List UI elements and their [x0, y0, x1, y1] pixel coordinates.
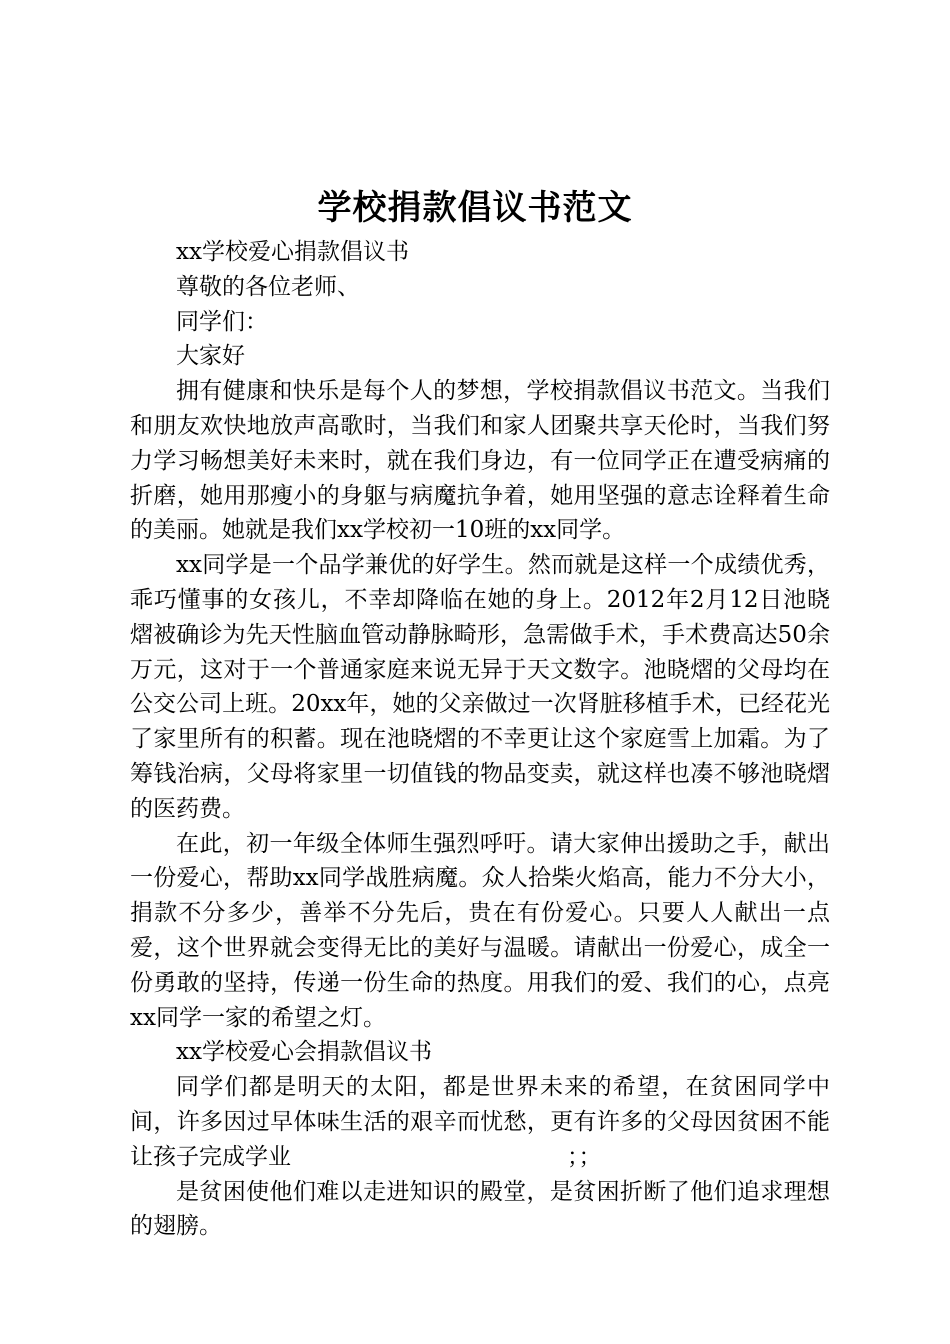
paragraph-greeting: 大家好: [176, 343, 245, 370]
document-body: [130, 235, 830, 1244]
paragraph-salutation-2: 同学们：: [176, 308, 268, 335]
paragraph-body-5: 是贫困使他们难以走进知识的殿堂，是贫困折断了他们追求理想的翅膀。: [130, 1178, 830, 1240]
paragraph-body-1: 拥有健康和快乐是每个人的梦想，学校捐款倡议书范文。当我们和朋友欢快地放声高歌时，当我们和家人团聚共享天伦时，当我们努力学习畅想美好未来时，就在我们身边，有一位同学正在遭受病痛的折磨，她用那瘦小的身躯与病魔抗争着，她用坚强的意志诠释着生命的美丽。她就是我们xx学校初一10班的xx同学。: [130, 378, 830, 544]
paragraph-body-3: 在此，初一年级全体师生强烈呼吁。请大家伸出援助之手，献出一份爱心，帮助xx同学战胜病魔。众人拾柴火焰高，能力不分大小，捐款不分多少，善举不分先后，贵在有份爱心。只要人人献出一点爱，这个世界就会变得无比的美好与温暖。请献出一份爱心，成全一份勇敢的坚持，传递一份生命的热度。用我们的爱、我们的心，点亮xx同学一家的希望之灯。: [130, 830, 830, 1031]
paragraph-salutation-1: 尊敬的各位老师、: [176, 273, 360, 300]
paragraph-body-2: xx同学是一个品学兼优的好学生。然而就是这样一个成绩优秀，乖巧懂事的女孩儿，不幸却降临在她的身上。2012年2月12日池晓熠被确诊为先天性脑血管动静脉畸形，急需做手术，手术费高达50余万元，这对于一个普通家庭来说无异于天文数字。池晓熠的父母均在公交公司上班。20xx年，她的父亲做过一次肾脏移植手术，已经花光了家里所有的积蓄。现在池晓熠的不幸更让这个家庭雪上加霜。为了筹钱治病，父母将家里一切值钱的物品变卖，就这样也凑不够池晓熠的医药费。: [130, 552, 830, 822]
paragraph-body-4: 同学们都是明天的太阳，都是世界未来的希望，在贫困同学中间，许多因过早体味生活的艰辛而忧愁，更有许多的父母因贫困不能让孩子完成学业 ；；: [130, 1074, 830, 1170]
document-title: 学校捐款倡议书范文: [317, 188, 633, 228]
paragraph-heading-2: xx学校爱心会捐款倡议书: [176, 1039, 432, 1066]
paragraph-heading-1: xx学校爱心捐款倡议书: [176, 239, 409, 265]
